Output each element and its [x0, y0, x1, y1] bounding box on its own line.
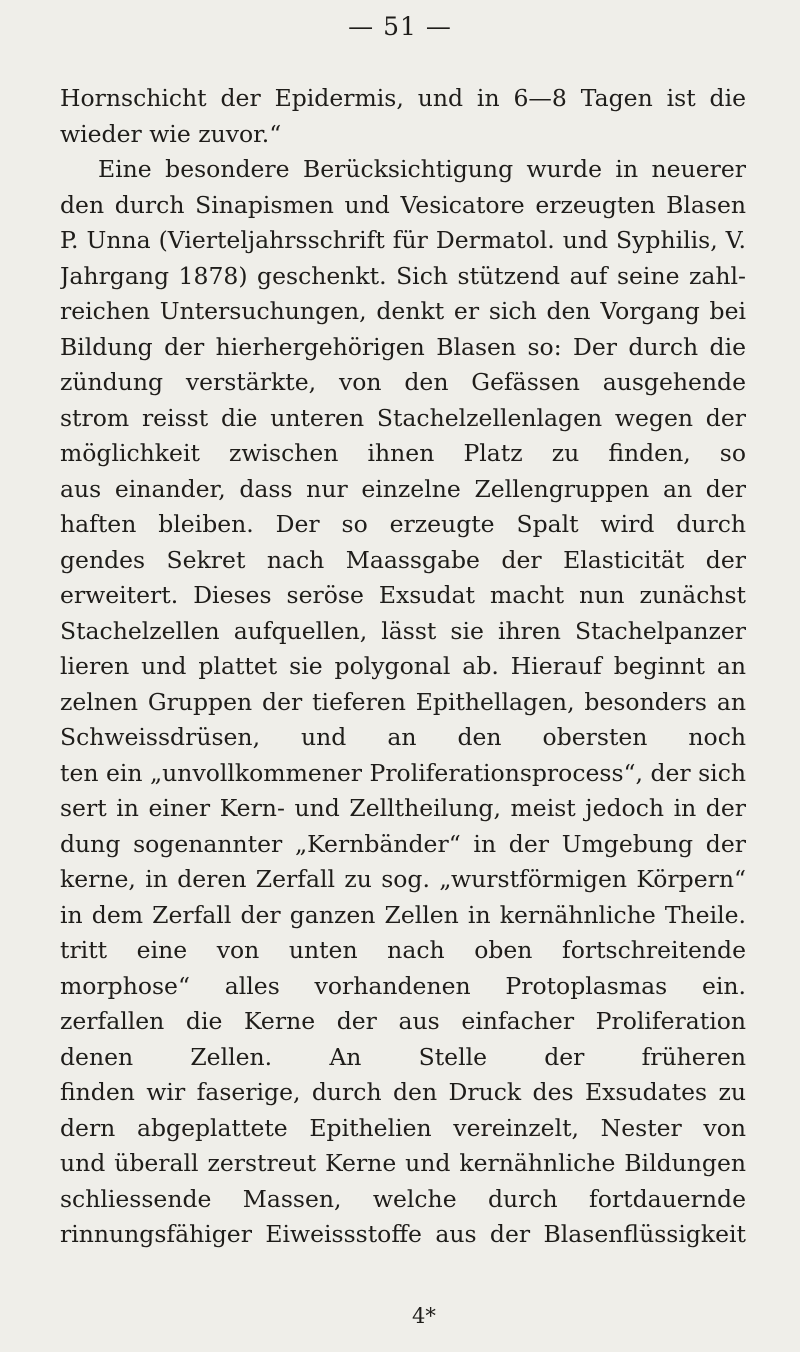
- text-line: ten ein „unvollkommener Proliferationsprocess“, der sich: [60, 758, 746, 787]
- text-line: den durch Sinapismen und Vesicatore erzeugten Blasen: [60, 190, 746, 219]
- text-line: kerne, in deren Zerfall zu sog. „wurstförmigen Körpern“: [60, 865, 746, 893]
- text-line: finden wir faserige, durch den Druck des Exsudates zu: [60, 1078, 746, 1106]
- text-line: P. Unna (Vierteljahrsschrift für Dermatol. und Syphilis, V.: [60, 226, 746, 254]
- text-line: sert in einer Kern- und Zelltheilung, meist jedoch in der: [60, 794, 746, 822]
- text-line: rinnungsfähiger Eiweissstoffe aus der Blasenflüssigkeit: [60, 1220, 746, 1248]
- body-text: [60, 81, 746, 1253]
- text-line: Hornschicht der Epidermis, und in 6—8 Tagen ist die: [60, 84, 746, 112]
- text-line: und überall zerstreut Kerne und kernähnliche Bildungen: [60, 1149, 746, 1177]
- text-line: zündung verstärkte, von den Gefässen ausgehende: [60, 368, 746, 396]
- text-line: zelnen Gruppen der tieferen Epithellagen, besonders an: [60, 687, 746, 716]
- text-line: reichen Untersuchungen, denkt er sich den Vorgang bei: [60, 297, 746, 325]
- text-line: in dem Zerfall der ganzen Zellen in kernähnliche Theile.: [60, 900, 746, 929]
- text-line: lieren und plattet sie polygonal ab. Hierauf beginnt an: [60, 652, 746, 680]
- text-line: schliessende Massen, welche durch fortdauernde: [60, 1184, 746, 1213]
- text-line: Jahrgang 1878) geschenkt. Sich stützend auf seine zahl-: [60, 261, 746, 290]
- text-line: aus einander, dass nur einzelne Zellengruppen an der: [60, 474, 746, 503]
- text-line: Bildung der hierhergehörigen Blasen so: Der durch die: [60, 332, 746, 361]
- text-line: morphose“ alles vorhandenen Protoplasmas ein.: [60, 971, 746, 1000]
- text-line: gendes Sekret nach Maassgabe der Elasticität der: [60, 545, 746, 574]
- text-line: Stachelzellen aufquellen, lässt sie ihren Stachelpanzer: [60, 616, 746, 645]
- text-line: tritt eine von unten nach oben fortschreitende: [60, 936, 746, 964]
- page-number: — 51 —: [348, 12, 452, 41]
- text-line: Eine besondere Berücksichtigung wurde in neuerer: [98, 155, 746, 183]
- text-line: erweitert. Dieses seröse Exsudat macht nun zunächst: [60, 581, 746, 609]
- text-line: strom reisst die unteren Stachelzellenlagen wegen der: [60, 403, 746, 432]
- text-line: haften bleiben. Der so erzeugte Spalt wird durch: [60, 510, 746, 538]
- signature-mark: 4*: [412, 1304, 436, 1328]
- text-line: Schweissdrüsen, und an den obersten noch: [60, 723, 746, 751]
- text-line: möglichkeit zwischen ihnen Platz zu finden, so: [60, 439, 746, 467]
- text-line: dung sogenannter „Kernbänder“ in der Umgebung der: [60, 829, 746, 858]
- text-line: dern abgeplattete Epithelien vereinzelt, Nester von: [60, 1113, 746, 1142]
- text-line: denen Zellen. An Stelle der früheren: [60, 1042, 746, 1071]
- text-line: zerfallen die Kerne der aus einfacher Proliferation: [60, 1007, 746, 1035]
- text-line: wieder wie zuvor.“: [60, 119, 282, 148]
